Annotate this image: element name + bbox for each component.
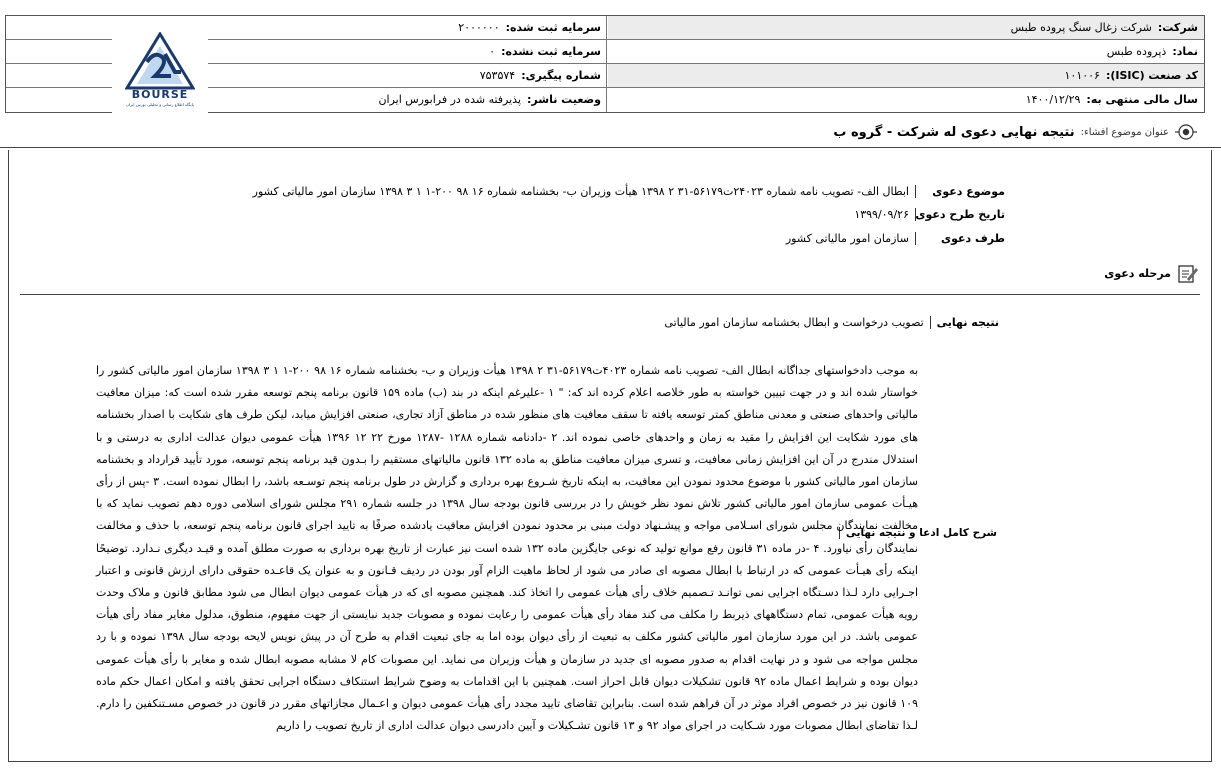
symbol-cell	[608, 40, 1204, 63]
unregistered-capital-value: ۰	[489, 45, 496, 58]
unregistered-capital-cell	[7, 40, 607, 63]
subject-divider	[0, 147, 1221, 148]
subject-title: نتیجه نهایی دعوی له شرکت - گروه ب	[833, 124, 1075, 140]
bourse-logo-mark-icon	[125, 32, 195, 90]
company-cell	[608, 16, 1204, 39]
claim-date-row	[854, 203, 1005, 225]
full-description-label: شرح کامل ادعا و نتیجه نهایی	[839, 527, 997, 539]
registered-capital-label: سرمایه ثبت شده:	[505, 21, 601, 34]
final-result-row	[664, 316, 999, 329]
edit-document-icon	[1177, 262, 1199, 284]
subject-label: عنوان موضوع افشاء:	[1080, 126, 1169, 138]
claim-party-row	[786, 227, 1005, 249]
isic-label: کد صنعت (ISIC):	[1105, 69, 1198, 82]
publisher-status-label: وضعیت ناشر:	[527, 93, 601, 106]
claim-subject-value: ابطال الف- تصویب نامه شماره ۲۴۰۲۳ت۵۶۱۷۹-۳۱ ۲ ۱۳۹۸ هیأت وزیران ب- بخشنامه شماره ۱۶ ۹۸ ۲۰۰-۱ ۱ ۳ ۱۳۹۸ سازمان امور مالیاتی کشور	[252, 184, 909, 198]
publisher-status-cell	[7, 88, 607, 111]
symbol-value: ذپروده طبس	[1106, 45, 1167, 58]
claim-stage-header	[1104, 262, 1199, 284]
claim-party-value: سازمان امور مالیاتی کشور	[785, 231, 909, 245]
fiscal-cell	[608, 88, 1204, 111]
claim-date-value: ۱۳۹۹/۰۹/۲۶	[854, 207, 909, 221]
full-description-text: به موجب دادخواستهای جداگانه ابطال الف- تصویب نامه شماره ۴۰۲۳ت۵۶۱۷۹-۳۱ ۲ ۱۳۹۸ هیأت وزیران و ب- بخشنامه شماره ۱۶ ۹۸ ۲۰۰-۱ ۱ ۳ ۱۳۹۸ سازمان امور مالیاتی کشور را خواستار شده اند و در جهت تبیین خواسته به طور خلاصه اعلام کرده اند که: " ۱ -علیرغم اینکه در بند (ب) ماده ۱۵۹ قانون برنامه پنجم توسعه مقرر شده است که: میزان معافیت مالیاتی واحدهای صنعتی و معدنی مناطق کمتر توسعه یافته تا سقف معافیت های منظور شده در مناطق آزاد تجاری، صنعتی افزایش میابد، لیکن طرف های شکایت با اصدار بخشنامه های مورد شکایت این افزایش را مقید به زمان و واحدهای خاصی نموده اند. ۲ -دادنامه شماره ۱۲۸۸ -۱۲۸۷ مورخ ۲۲ ۱۲ ۱۳۹۶ هیأت عمومی دیوان عدالت اداری به درستی و با استدلال مندرج در آن این افزایش زمانی معافیت، و تسری میزان معافیت مناطق به ماده ۱۳۲ قانون مالیاتهای مستقیم را بـدون قید برنامه پنجم توسعه، مورد تأیید قرارداد و بخشنامه سازمان امور مالیاتی کشور با موضوع محدود نمودن این معافیت، به اینکه تاریخ شـروع بهره برداری و گزارش در طول برنامه پنجم توسـعه باشد، را ابطال نموده است. ۳ -پس از رأی هیـأت عمومی سازمان امور مالیاتی کشور تلاش نمود نظر خویش را در بررسی قانون بودجه سال ۱۳۹۸ در جلسه شماره ۲۹۱ مجلس شورای اسلامی دوره دهم تصویب نماید که با مخالفت نمایندگان مجلس شورای اسـلامی مواجه و پیشـنهاد دولت مبنی بر محدود نمودن افزایش معافیت یادشده صرفًا به تایید اجرای قانون برنامه پنجم توسعه، با حذف و مخالفت نمایندگان رأی نیاورد. ۴ -در ماده ۳۱ قانون رفع موانع تولید که نوعی جایگزین ماده ۱۳۲ شده است نیز عبارت از تاریخ بهره برداری به صورت مطلق آمده و قیـد دیگری نـدارد. توضیحًا اینکه رأی هیـأت عمومی که در ارتباط با ابطال مصوبه ای صادر می شود از لحاظ ماهیت الزام آور بودن در ردیف قـانون و به عنوان یک قاعـده حقوقی دارای ارزش قانونی و اعتبار اجـرایی دارد لـذا دسـتگاه اجرایی نمی توانـد تـصمیم خلاف رأی هیأت عمومی را اتخاذ کند. همچنین مصوبه ای که در هیأت عمومی دیوان ابطال می شود مطابق قانون و ملاک وحدت رویه هیأت عمومی، تمام دستگاههای ذیربط را مکلف می کند مفاد رأی هیأت عمومی را رعایت نموده و مصوبات جدید نبایستی از جهت مفهوم، منطوق، مدلول مغایر مفاد رأی هیأت عمومی باشد. در این مورد سازمان امور مالیاتی کشور مکلف به تبعیت از رأی دیوان بوده اما به جای تبعیت اقدام به طرح آن در پیش نویس لایحه بودجه سال ۱۳۹۸ نموده و با رد مجلس مواجه می شود و در نهایت اقدام به صدور مصوبه ای جدید در سازمان و هیأت وزیران می نماید. این مصوبات کام لا مشابه مصوبه ابطال شده و مغایر با رأی هیأت عمومی دیوان بوده و شرایط اعمال ماده ۹۲ قانون تشکیلات دیوان قابل احراز است. همچنین با این اقدامات به وضوح شرایط استنکاف دستگاه اجرایی تحقق یافته و امکان اعمال حکم ماده ۱۰۹ قانون نیز در خصوص افراد موثر در آن فراهم شده است. بنابراین تقاضای تایید مجدد رأی هیأت عمومی دیوان و اعـمال مجازاتهای مقرر در قانون در خصوص مسـتنکفین را دارم. لـذا تقاضای ابطال مصوبات مورد شـکایت در اجرای مواد ۹۲ و ۱۳ قانون تشـکیلات و آیین دادرسی دیوان عدالت اداری از تاریخ تصویب را داریم	[96, 364, 919, 733]
company-value: شرکت زغال سنگ پروده طبس	[1010, 21, 1152, 34]
stage-divider	[20, 294, 1200, 295]
logo-subtitle: پایگاه اطلاع رسانی و تحلیلی بورس ایران	[126, 102, 194, 107]
final-result-label: نتیجه نهایی	[930, 316, 999, 329]
tracking-value: ۷۵۳۵۷۴	[479, 69, 516, 82]
claim-date-label: تاریخ طرح دعوی	[915, 207, 1005, 221]
fiscal-label: سال مالی منتهی به:	[1086, 93, 1198, 106]
claim-subject-row	[253, 180, 1005, 202]
claim-subject-label: موضوع دعوی	[915, 185, 1005, 198]
fiscal-value: ۱۴۰۰/۱۲/۲۹	[1025, 93, 1081, 106]
claim-stage-label: مرحله دعوی	[1104, 266, 1171, 280]
registered-capital-cell	[7, 16, 607, 39]
claim-party-label: طرف دعوی	[915, 232, 1005, 245]
publisher-status-value: پذیرفته شده در فرابورس ایران	[378, 93, 522, 106]
unregistered-capital-label: سرمایه ثبت نشده:	[501, 45, 601, 58]
disclosure-subject	[833, 120, 1197, 144]
registered-capital-value: ۲۰۰۰۰۰۰	[458, 21, 500, 34]
bourse-logo	[112, 32, 208, 116]
final-result-value: تصویب درخواست و ابطال بخشنامه سازمان امور مالیاتی	[664, 316, 924, 329]
tracking-label: شماره پیگیری:	[521, 69, 601, 82]
isic-value: ۱۰۱۰۰۶	[1064, 69, 1100, 82]
isic-cell	[608, 64, 1204, 87]
tracking-cell	[7, 64, 607, 87]
company-label: شرکت:	[1157, 21, 1198, 34]
logo-wordmark: BOURSE	[131, 88, 189, 101]
symbol-label: نماد:	[1172, 45, 1198, 58]
target-bullet-icon	[1175, 121, 1197, 143]
